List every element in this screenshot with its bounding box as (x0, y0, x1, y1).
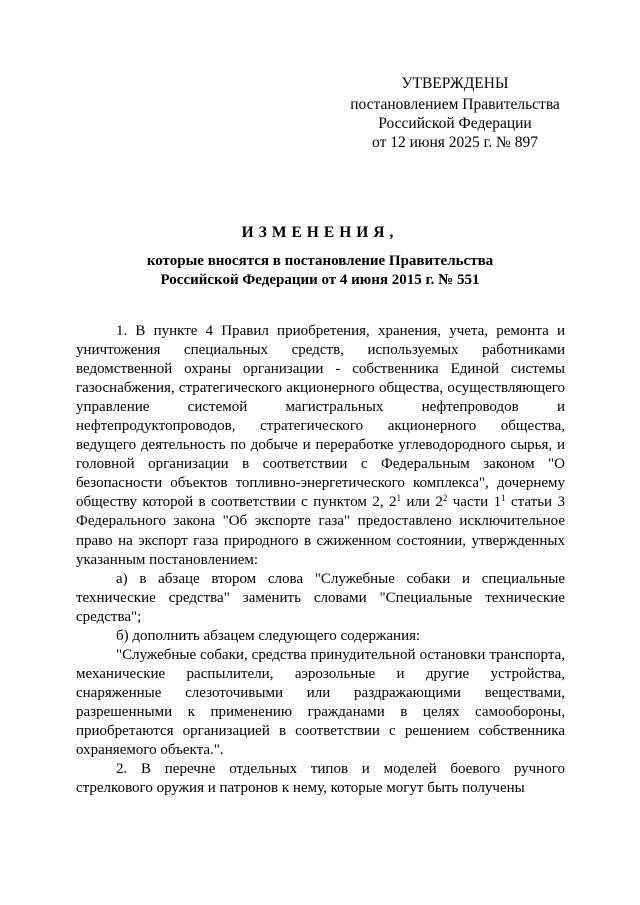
approval-line-1: постановлением Правительства (350, 96, 560, 113)
document-body (76, 322, 565, 798)
document-title: ИЗМЕНЕНИЯ, (241, 224, 399, 241)
document-subtitle-line-2: Российской Федерации от 4 июня 2015 г. № 551 (160, 272, 480, 288)
paragraph-item-1 (76, 322, 565, 570)
item-1-text-c: части 1 (447, 494, 502, 511)
item-1-text-a: 1. В пункте 4 Правил приобретения, хранения, учета, ремонта и уничтожения специальных средств, используемых работниками ведомственной охраны организации - собственника Единой системы газоснабжения, стратегического акционерного общества, осуществляющего управление системой магистральных нефтепроводов и нефтепродуктопроводов, стратегического акционерного общества, ведущего деятельность по добыче и переработке углеводородного сырья, и головной организации в соответствии с Федеральным законом "О безопасности объектов топливно-энергетического комплекса", дочернему обществу которой в соответствии с пунктом 2, 2 (76, 323, 565, 511)
document-heading (60, 224, 580, 290)
item-1-sup-2: 2 (442, 493, 448, 504)
item-1-sup-3: 1 (501, 493, 506, 504)
approval-line-2: Российской Федерации (378, 115, 532, 132)
approval-block (330, 74, 580, 152)
paragraph-quote: "Служебные собаки, средства принудительной остановки транспорта, механические распылители, аэрозольные и другие устройства, снаряженные слезоточивыми или раздражающими веществами, разрешенными к применению гражданами в целях самообороны, приобретаются организацией в соответствии с решением собственника охраняемого объекта.". (76, 646, 565, 759)
approval-status: УТВЕРЖДЕНЫ (401, 75, 509, 92)
document-subtitle-line-1: которые вносятся в постановление Правительства (146, 253, 494, 269)
item-1-text-b: или 2 (400, 494, 443, 511)
approval-line-3: от 12 июня 2025 г. № 897 (372, 134, 538, 151)
paragraph-item-2: 2. В перечне отдельных типов и моделей боевого ручного стрелкового оружия и патронов к нему, которые могут быть получены (76, 761, 565, 797)
paragraph-subitem-b: б) дополнить абзацем следующего содержания: (116, 627, 421, 644)
paragraph-subitem-a: а) в абзаце втором слова "Служебные собаки и специальные технические средства" заменить словами "Специальные технические средства"; (76, 570, 565, 625)
item-1-sup-1: 1 (396, 493, 401, 504)
item-1-text-d: статьи 3 Федерального закона "Об экспорте газа" предоставлено исключительное право на экспорт газа природного в сжиженном состоянии, утвержденных указанным постановлением: (76, 494, 565, 568)
